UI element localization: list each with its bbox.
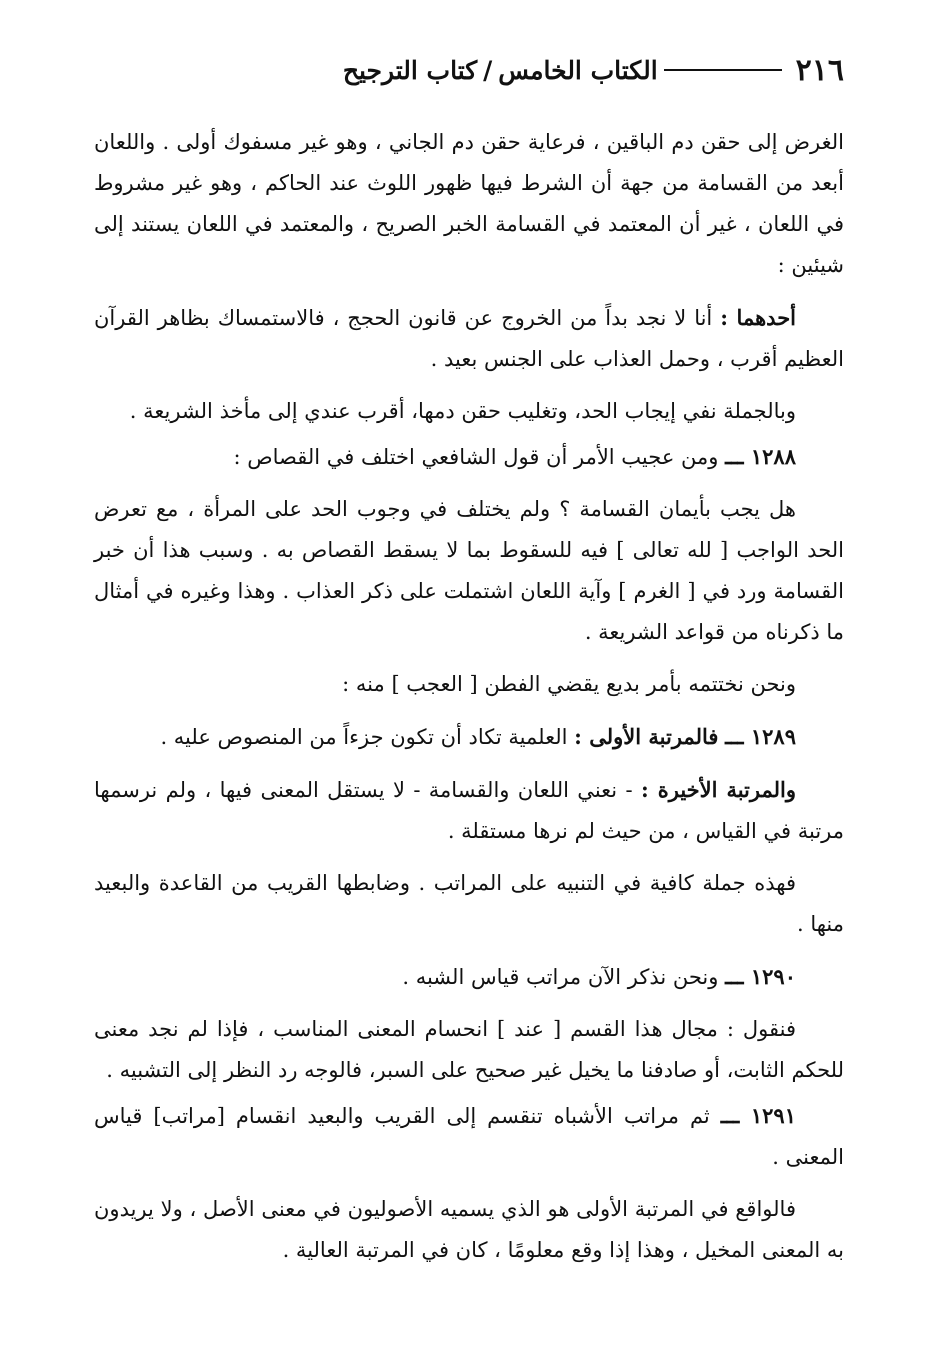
chapter-title: كتاب الترجيح — [342, 55, 478, 85]
paragraph-text: فنقول : مجال هذا القسم [ عند ] انحسام المعنى المناسب ، فإذا لم نجد معنى للحكم الثابت، أو صادفنا ما يخيل غير صحيح على السبر، فالوجه رد النظر إلى التشبيه . — [94, 1017, 844, 1082]
paragraph-number: ١٢٨٨ ـــ — [725, 444, 796, 469]
paragraph — [94, 122, 844, 286]
paragraph-text: ونحن نذكر الآن مراتب قياس الشبه . — [402, 965, 719, 989]
paragraph-text: ثم مراتب الأشباه تنقسم إلى القريب والبعيد انقسام [مراتب] قياس المعنى . — [94, 1104, 844, 1169]
paragraph-number: ١٢٨٩ ـــ — [725, 724, 796, 749]
paragraph-text: أنا لا نجد بداً من الخروج عن قانون الحجج ، فالاستمساك بظاهر القرآن العظيم أقرب ، وحمل العذاب على الجنس بعيد . — [94, 306, 844, 371]
paragraph-number: ١٢٩١ ـــ — [720, 1103, 796, 1128]
paragraph-number: ١٢٩٠ ـــ — [725, 964, 796, 989]
paragraph-text: العلمية تكاد أن تكون جزءاً من المنصوص عليه . — [160, 725, 568, 749]
paragraph — [94, 1009, 844, 1091]
paragraph — [94, 716, 844, 758]
paragraph — [94, 1189, 844, 1271]
paragraph-text: ونحن نختتمه بأمر بديع يقضي الفطن [ العجب ] منه : — [342, 672, 796, 696]
paragraph — [94, 664, 844, 705]
paragraph-lead: والمرتبة الأخيرة : — [640, 777, 796, 802]
paragraph — [94, 1095, 844, 1178]
paragraph — [94, 769, 844, 852]
paragraph — [94, 489, 844, 653]
paragraph-text: ومن عجيب الأمر أن قول الشافعي اختلف في القصاص : — [233, 445, 719, 469]
paragraph-text: الغرض إلى حقن دم الباقين ، فرعاية حقن دم الجاني ، وهو غير مسفوك أولى . واللعان أبعد من القسامة من جهة أن الشرط فيها ظهور اللوث عند الحاكم ، وهو غير مشروط في اللعان ، غير أن المعتمد في القسامة الخبر الصريح ، والمعتمد في اللعان يستند إلى شيئين : — [94, 130, 844, 277]
page-body — [94, 122, 844, 1271]
paragraph — [94, 956, 844, 998]
paragraph-text: هل يجب بأيمان القسامة ؟ ولم يختلف في وجوب الحد على المرأة ، مع تعرض الحد الواجب [ لله تعالى ] فيه للسقوط بما لا يسقط القصاص به . وسبب هذا أن خبر القسامة ورد في [ الغرم ] وآية اللعان اشتملت على ذكر العذاب . وهذا وغيره في أمثال ما ذكرناه من قواعد الشريعة . — [94, 497, 844, 644]
page-header — [94, 50, 844, 90]
paragraph — [94, 863, 844, 945]
paragraph-lead: أحدهما : — [720, 305, 797, 330]
paragraph — [94, 391, 844, 432]
paragraph-text: فالواقع في المرتبة الأولى هو الذي يسميه الأصوليون في معنى الأصل ، ولا يريدون به المعنى المخيل ، وهذا إذا وقع معلومًا ، كان في المرتبة العالية . — [94, 1197, 844, 1262]
paragraph — [94, 297, 844, 380]
paragraph-lead: فالمرتبة الأولى : — [574, 724, 719, 749]
header-rule — [664, 69, 782, 71]
running-head — [343, 56, 658, 85]
header-separator: / — [483, 55, 493, 85]
paragraph-text: - نعني اللعان والقسامة - لا يستقل المعنى فيها ، ولم نرسمها مرتبة في القياس ، من حيث لم نرها مستقلة . — [94, 778, 844, 843]
paragraph — [94, 436, 844, 478]
page-number: ٢١٦ — [795, 52, 844, 88]
book-title: الكتاب الخامس — [498, 55, 658, 85]
paragraph-text: وبالجملة نفي إيجاب الحد، وتغليب حقن دمها، أقرب عندي إلى مأخذ الشريعة . — [129, 399, 796, 423]
paragraph-text: فهذه جملة كافية في التنبيه على المراتب . وضابطها القريب من القاعدة والبعيد منها . — [94, 871, 844, 936]
